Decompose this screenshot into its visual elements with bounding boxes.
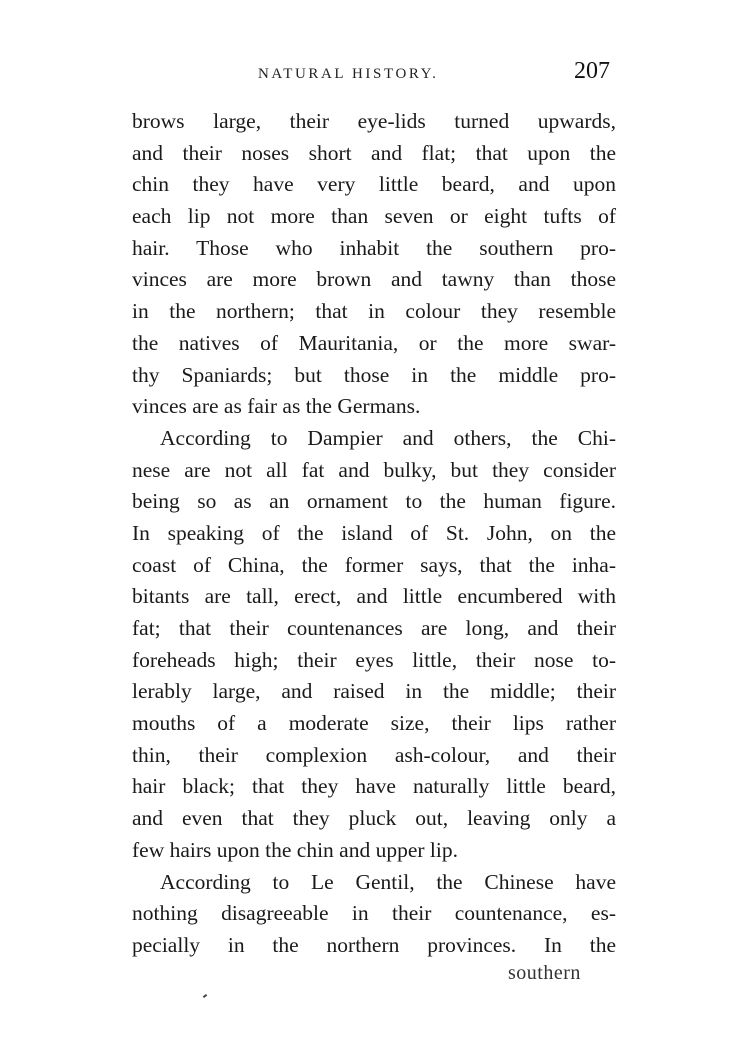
text-line: chin they have very little beard, and upon xyxy=(132,172,616,197)
text-line: lerably large, and raised in the middle; their xyxy=(132,679,616,704)
text-line: the natives of Mauritania, or the more swar- xyxy=(132,330,616,355)
text-line: coast of China, the former says, that the inha- xyxy=(132,552,616,577)
text-line: nothing disagreeable in their countenance, es- xyxy=(132,901,616,926)
text-line: vinces are more brown and tawny than those xyxy=(132,267,616,292)
text-line: and their noses short and flat; that upon the xyxy=(132,140,616,165)
paragraph xyxy=(132,423,616,867)
running-head: NATURAL HISTORY. xyxy=(258,66,439,82)
text-line: pecially in the northern provinces. In the xyxy=(132,932,616,957)
text-line: hair black; that they have naturally little beard, xyxy=(132,774,616,799)
text-line: in the northern; that in colour they resemble xyxy=(132,299,616,324)
text-line: being so as an ornament to the human figure. xyxy=(132,489,616,514)
text-line: In speaking of the island of St. John, on the xyxy=(132,520,616,545)
body-text xyxy=(132,106,616,962)
text-line: and even that they pluck out, leaving only a xyxy=(132,806,616,831)
text-line: bitants are tall, erect, and little encumbered with xyxy=(132,584,616,609)
page-number: 207 xyxy=(574,58,610,84)
paragraph xyxy=(132,867,616,962)
text-line: fat; that their countenances are long, and their xyxy=(132,616,616,640)
text-line: hair. Those who inhabit the southern pro- xyxy=(132,235,616,260)
text-line: foreheads high; their eyes little, their nose to- xyxy=(132,647,616,672)
catchword: southern xyxy=(508,962,581,984)
text-line: According to Dampier and others, the Chi- xyxy=(160,425,616,450)
text-line: thin, their complexion ash-colour, and their xyxy=(132,742,616,767)
text-line: thy Spaniards; but those in the middle pro- xyxy=(132,362,616,387)
text-line: According to Le Gentil, the Chinese have xyxy=(160,869,616,894)
text-line: mouths of a moderate size, their lips rather xyxy=(132,711,616,736)
text-line: each lip not more than seven or eight tufts of xyxy=(132,204,616,229)
text-line: brows large, their eye-lids turned upwards, xyxy=(132,109,616,133)
paragraph xyxy=(132,106,616,423)
text-line: nese are not all fat and bulky, but they consider xyxy=(132,457,616,482)
text-line: vinces are as fair as the Germans. xyxy=(132,394,421,419)
text-line: few hairs upon the chin and upper lip. xyxy=(132,837,458,862)
ink-speck xyxy=(203,994,207,998)
